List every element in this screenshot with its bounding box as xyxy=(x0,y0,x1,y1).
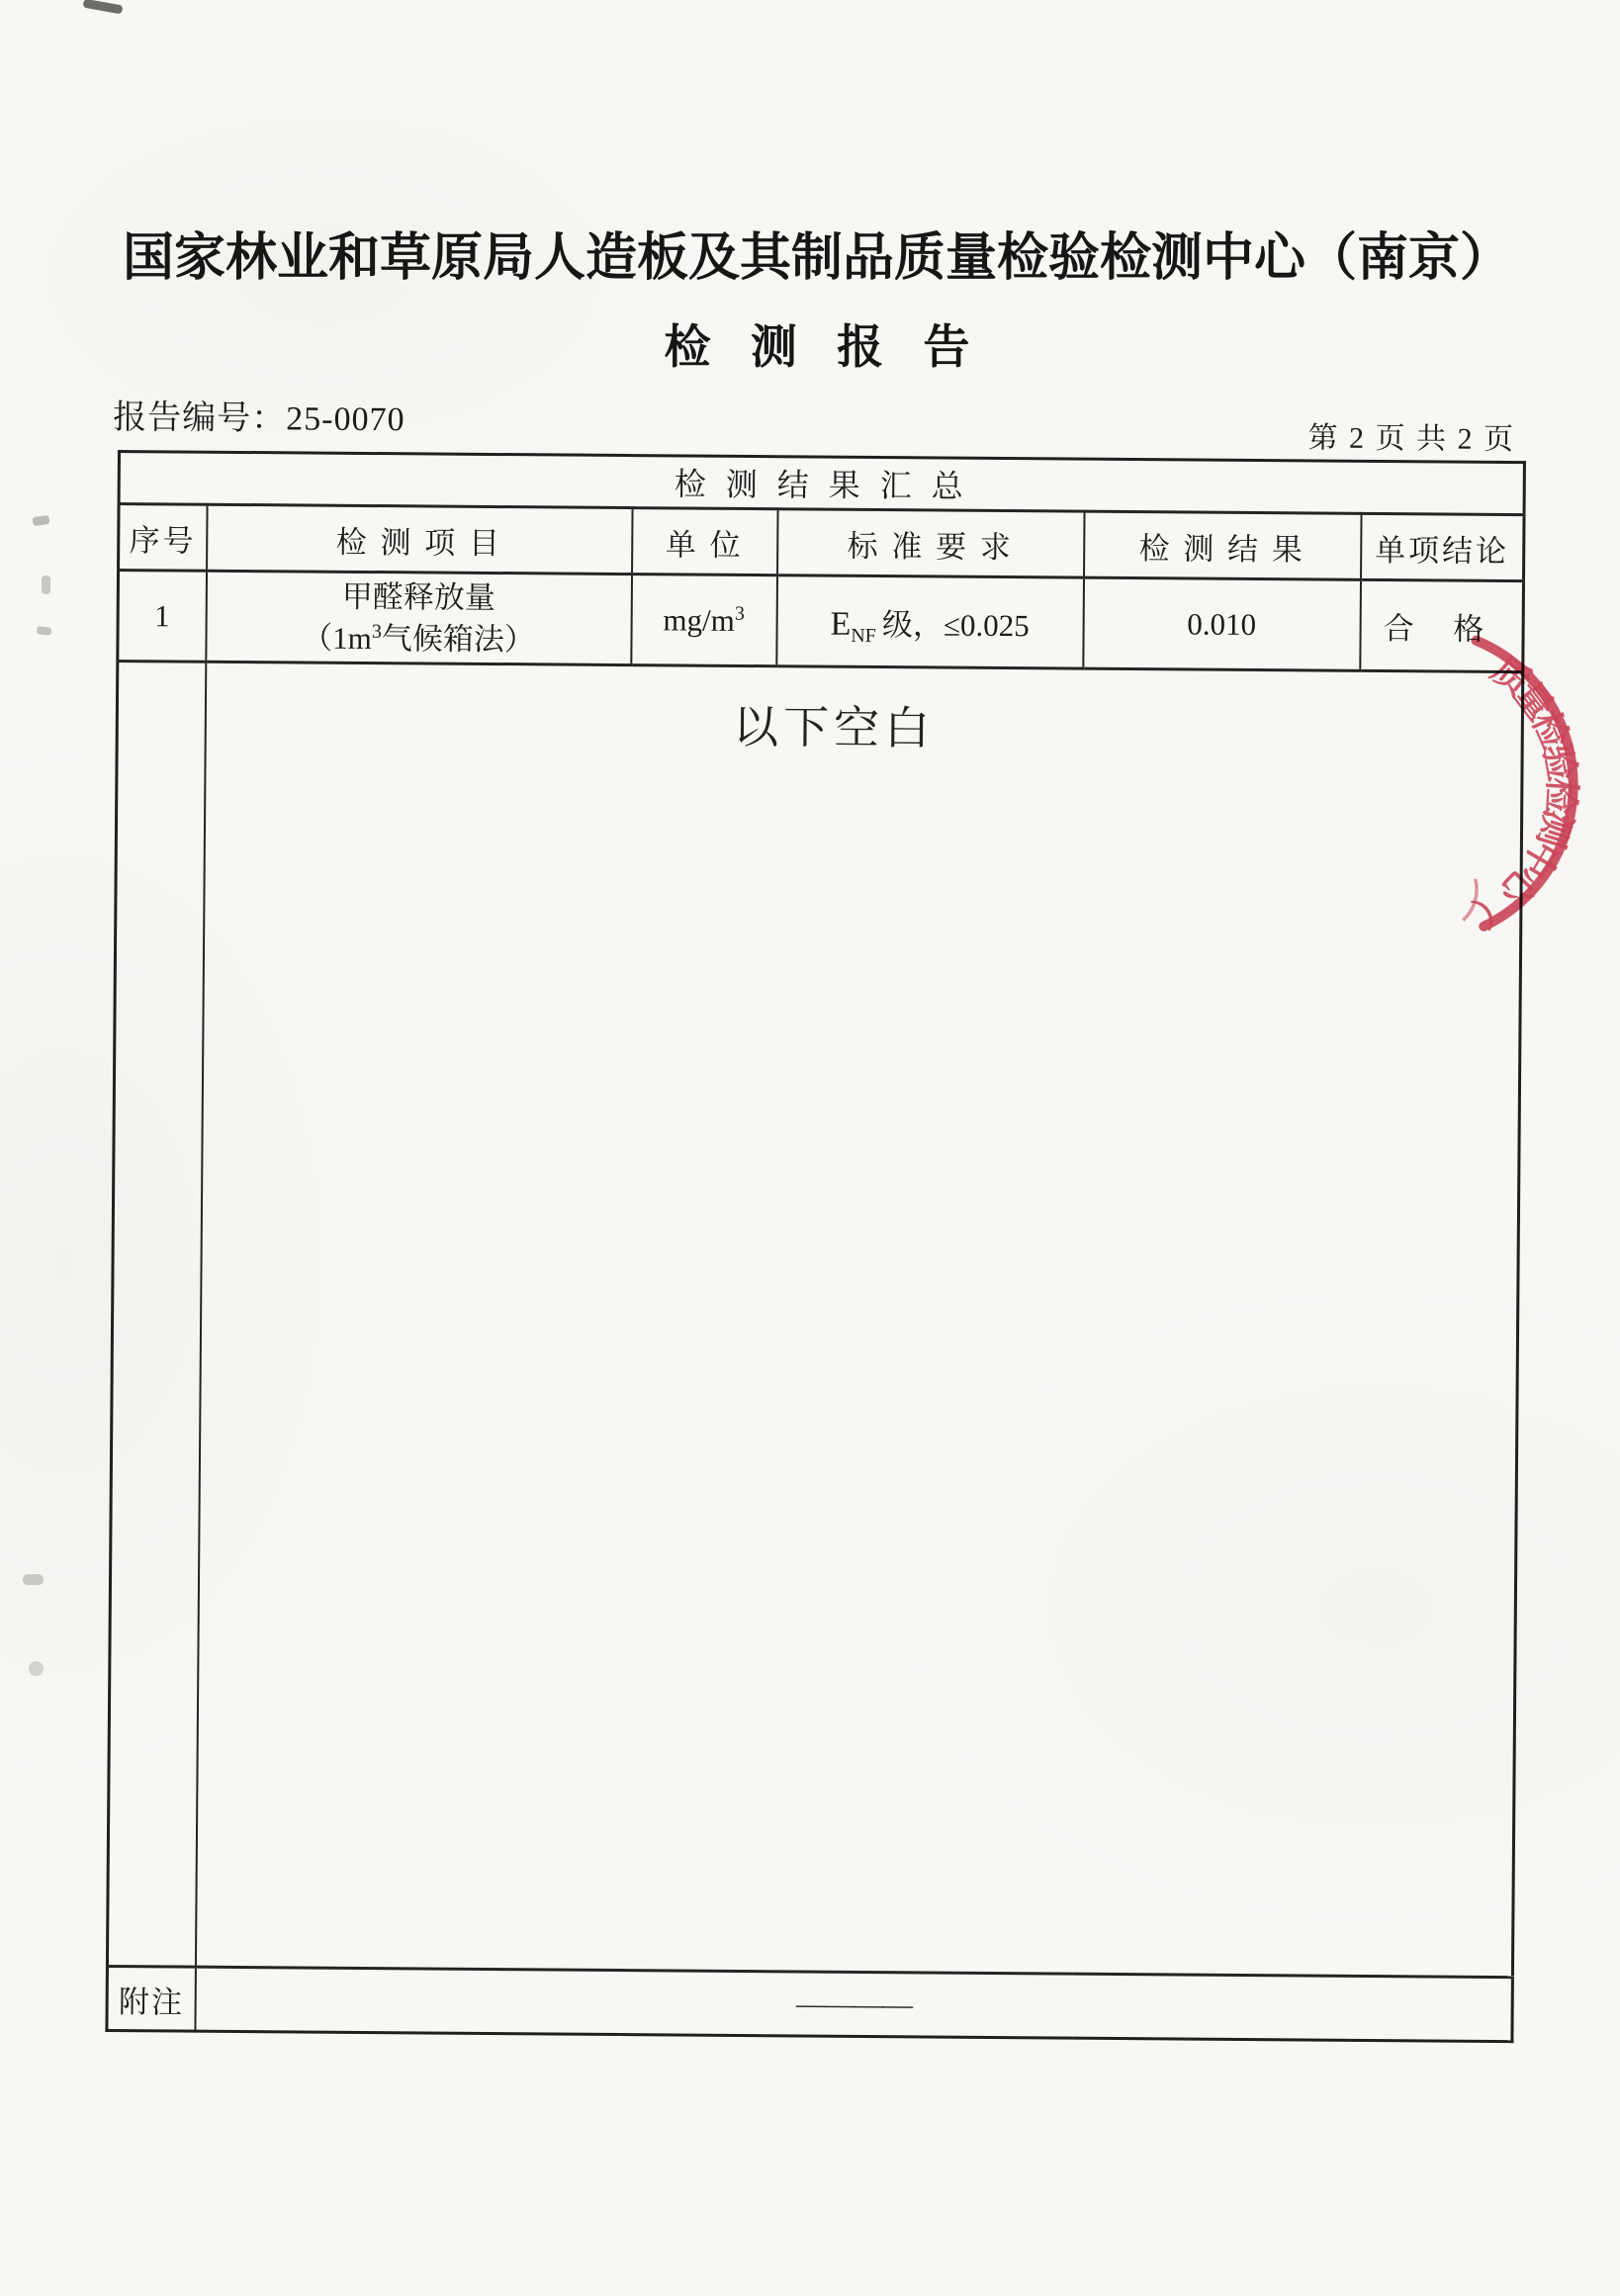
col-header-item: 检 测 项 目 xyxy=(207,504,633,574)
blank-no-cell xyxy=(107,662,205,1968)
unit-sup: 3 xyxy=(734,602,745,625)
item-line2-post: 气候箱法） xyxy=(381,620,535,657)
blank-below-note: 以下空白 xyxy=(732,701,936,754)
table-row xyxy=(107,1966,1513,2041)
item-line2-sup: 3 xyxy=(371,620,382,643)
standard-limit: 级，≤0.025 xyxy=(881,607,1030,644)
col-header-no: 序号 xyxy=(119,504,208,572)
report-number-label: 报告编号： xyxy=(113,398,287,438)
report-number-line xyxy=(113,390,405,440)
footnote-label: 附注 xyxy=(107,1966,196,2031)
cell-item xyxy=(206,571,632,664)
official-seal-stamp xyxy=(1232,594,1619,973)
cell-unit xyxy=(631,574,777,666)
table-header-row xyxy=(119,504,1525,581)
summary-title: 检 测 结 果 汇 总 xyxy=(119,452,1524,515)
cell-no: 1 xyxy=(118,571,207,662)
svg-text:质量检验检测中心（ xyxy=(1467,648,1585,933)
seal-arc-text: 质量检验检测中心（ xyxy=(1471,648,1583,931)
seal-fragment xyxy=(1463,879,1477,921)
item-line2-pre: （1m xyxy=(302,619,372,656)
col-header-result: 检 测 结 果 xyxy=(1084,511,1362,579)
org-title: 国家林业和草原局人造板及其制品质量检验检测中心（南京） xyxy=(122,228,1511,288)
item-line1: 甲醛释放量 xyxy=(341,578,495,615)
footnote-value: ———— xyxy=(195,1967,1513,2041)
item-line2 xyxy=(302,620,535,657)
report-number-value: 25-0070 xyxy=(286,400,405,439)
standard-grade-e: E xyxy=(830,605,852,643)
standard-grade-sub: NF xyxy=(851,625,876,648)
cell-standard xyxy=(776,575,1084,668)
page-indicator: 第 2 页 共 2 页 xyxy=(1307,421,1516,457)
col-header-unit: 单 位 xyxy=(632,508,778,575)
col-header-conclusion: 单项结论 xyxy=(1361,513,1525,580)
cell-conclusion: 合 格 xyxy=(1360,579,1524,671)
report-title: 检 测 报 告 xyxy=(664,320,982,375)
unit-base: mg/m xyxy=(663,601,735,638)
cell-result: 0.010 xyxy=(1083,577,1361,670)
col-header-standard: 标 准 要 求 xyxy=(777,509,1085,577)
